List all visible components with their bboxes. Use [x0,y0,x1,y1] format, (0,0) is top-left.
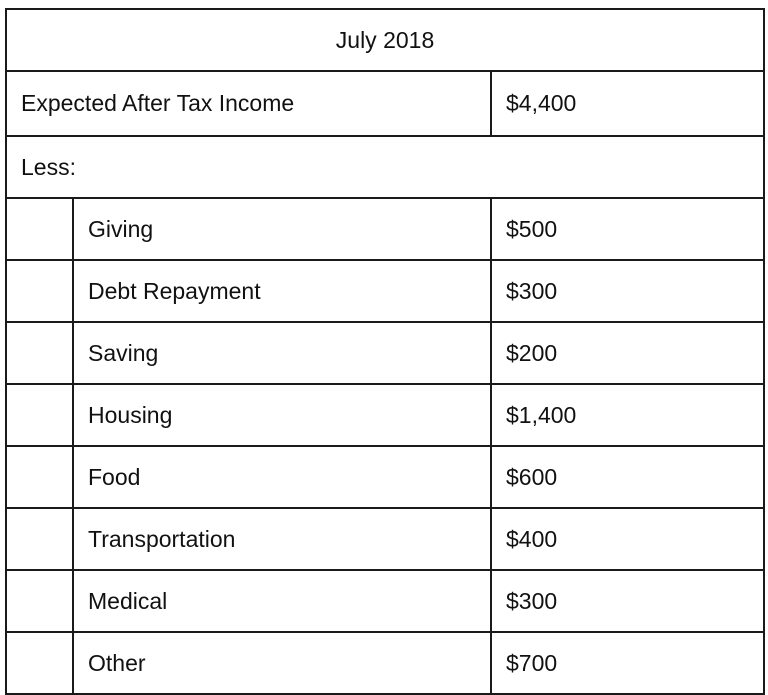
indent-spacer [6,322,73,384]
table-row [6,570,764,632]
line-item-amount-food: $600 [491,446,764,508]
table-row [6,508,764,570]
table-row [6,322,764,384]
income-label: Expected After Tax Income [6,71,491,136]
budget-table [5,8,765,695]
indent-spacer [6,384,73,446]
table-row [6,446,764,508]
indent-spacer [6,632,73,694]
indent-spacer [6,508,73,570]
table-row [6,260,764,322]
line-item-amount-medical: $300 [491,570,764,632]
indent-spacer [6,570,73,632]
deductions-heading: Less: [6,136,764,198]
line-item-label-housing: Housing [73,384,491,446]
line-item-amount-housing: $1,400 [491,384,764,446]
budget-title: July 2018 [6,9,764,71]
table-row-title [6,9,764,71]
line-item-amount-saving: $200 [491,322,764,384]
line-item-label-other: Other [73,632,491,694]
line-item-amount-transportation: $400 [491,508,764,570]
income-amount: $4,400 [491,71,764,136]
indent-spacer [6,260,73,322]
table-row [6,384,764,446]
line-item-label-food: Food [73,446,491,508]
line-item-amount-other: $700 [491,632,764,694]
line-item-label-giving: Giving [73,198,491,260]
table-row-less-heading [6,136,764,198]
table-row [6,198,764,260]
line-item-label-medical: Medical [73,570,491,632]
table-row [6,632,764,694]
line-item-amount-giving: $500 [491,198,764,260]
budget-sheet [5,8,763,676]
line-item-label-debt-repayment: Debt Repayment [73,260,491,322]
line-item-label-saving: Saving [73,322,491,384]
indent-spacer [6,446,73,508]
line-item-label-transportation: Transportation [73,508,491,570]
indent-spacer [6,198,73,260]
table-row-income [6,71,764,136]
line-item-amount-debt-repayment: $300 [491,260,764,322]
